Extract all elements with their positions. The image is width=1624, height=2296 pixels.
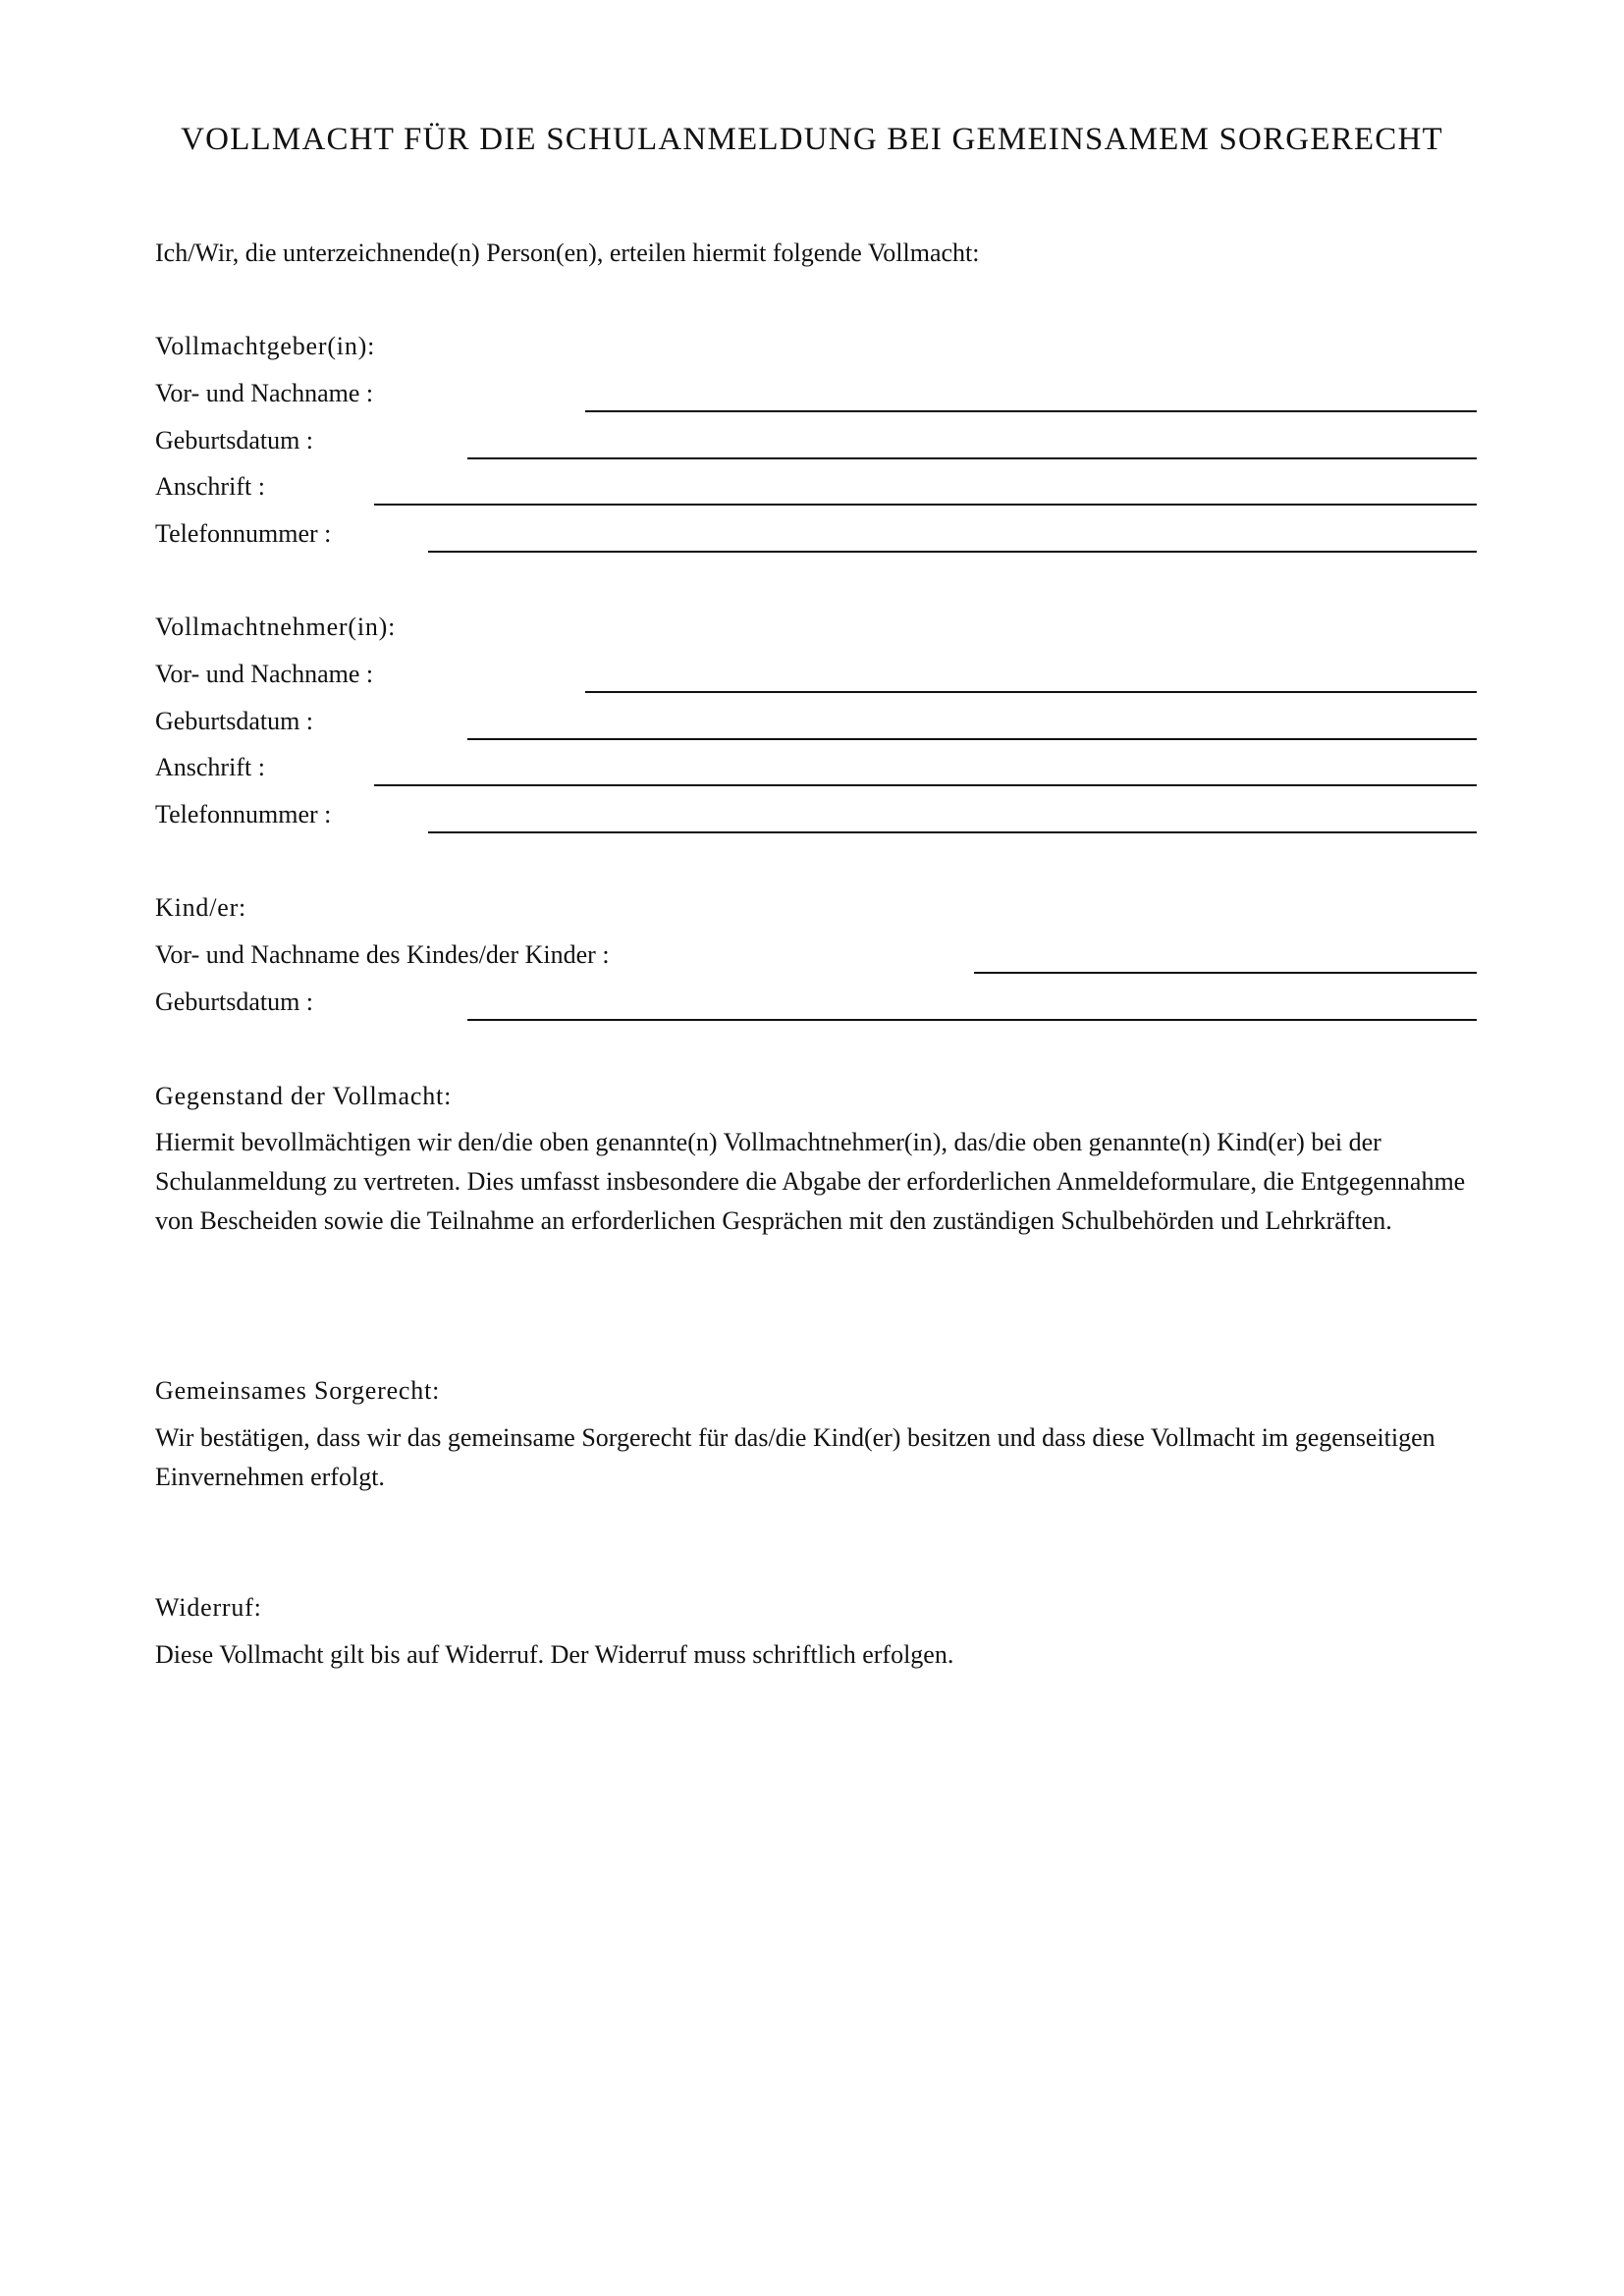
document-title: VOLLMACHT FÜR DIE SCHULANMELDUNG BEI GEMEINSAMEM SORGERECHT — [181, 122, 1443, 157]
grantee-name-label: Vor- und Nachname : — [155, 660, 374, 688]
child-birthdate-label: Geburtsdatum : — [155, 988, 314, 1016]
grantor-phone-label: Telefonnummer : — [155, 519, 332, 548]
custody-heading: Gemeinsames Sorgerecht: — [155, 1376, 441, 1405]
intro-text: Ich/Wir, die unterzeichnende(n) Person(en), erteilen hiermit folgende Vollmacht: — [155, 239, 980, 267]
subject-text: Hiermit bevollmächtigen wir den/die oben genannte(n) Vollmachtnehmer(in), das/die oben genannte(n) Kind(er) bei der Schulanmeldung zu vertreten. Dies umfasst insbesondere die Abgabe der erforderlichen Anmeldeformulare, die Entgegennahme von Bescheiden sowie die Teilnahme an erforderlichen Gesprächen mit den zuständigen Schulbehörden und Lehrkräften. — [155, 1128, 1466, 1235]
grantor-address-field[interactable] — [374, 504, 1477, 506]
grantor-heading: Vollmachtgeber(in): — [155, 332, 376, 360]
revocation-heading: Widerruf: — [155, 1593, 262, 1622]
grantee-phone-label: Telefonnummer : — [155, 800, 332, 828]
grantor-birthdate-label: Geburtsdatum : — [155, 426, 314, 454]
grantee-phone-field[interactable] — [428, 831, 1477, 833]
grantee-birthdate-label: Geburtsdatum : — [155, 707, 314, 735]
grantee-address-field[interactable] — [374, 784, 1477, 786]
grantor-name-field[interactable] — [585, 410, 1477, 412]
custody-text: Wir bestätigen, dass wir das gemeinsame Sorgerecht für das/die Kind(er) besitzen und dass diese Vollmacht im gegenseitigen Einvernehmen erfolgt. — [155, 1423, 1435, 1491]
revocation-text: Diese Vollmacht gilt bis auf Widerruf. Der Widerruf muss schriftlich erfolgen. — [155, 1640, 954, 1669]
grantor-address-label: Anschrift : — [155, 472, 265, 501]
subject-heading: Gegenstand der Vollmacht: — [155, 1082, 453, 1110]
grantor-name-label: Vor- und Nachname : — [155, 379, 374, 407]
grantee-heading: Vollmachtnehmer(in): — [155, 613, 397, 641]
grantor-birthdate-field[interactable] — [467, 457, 1477, 459]
grantee-birthdate-field[interactable] — [467, 738, 1477, 740]
child-name-field[interactable] — [974, 972, 1477, 974]
child-heading: Kind/er: — [155, 893, 247, 922]
child-birthdate-field[interactable] — [467, 1019, 1477, 1021]
grantee-name-field[interactable] — [585, 691, 1477, 693]
child-name-label: Vor- und Nachname des Kindes/der Kinder : — [155, 940, 610, 969]
grantor-phone-field[interactable] — [428, 551, 1477, 553]
grantee-address-label: Anschrift : — [155, 753, 265, 781]
